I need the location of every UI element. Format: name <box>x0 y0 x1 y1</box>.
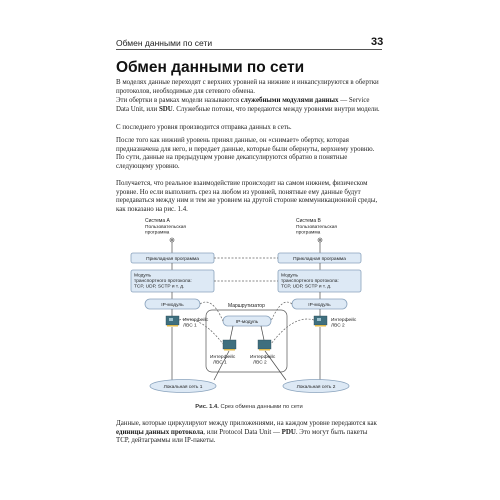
p6-bold-pdu-term: единицы данных протокола <box>116 428 204 436</box>
figure-caption <box>116 404 382 410</box>
system-a-transport-line3: TCP, UDP, SCTP и т. д. <box>134 284 185 290</box>
paragraph-1-text: В моделях данные переходят с верхних уровней на нижние и инкапсулируются в обертки протоколов, необходимые для сетевого обмена. <box>116 79 379 95</box>
router-label: Маршрутизатор <box>228 303 265 309</box>
system-a-ip-module-label: IP-модуль <box>161 302 184 308</box>
system-a-lan-iface-line1: Интерфейс <box>183 318 209 323</box>
p2-bold-sdu-term: служебными модулями данных <box>240 97 339 104</box>
p6-bold-pdu: PDU <box>281 428 296 436</box>
figure-caption-text: Срез обмена данными по сети <box>218 404 303 410</box>
system-a-app-program-label: Прикладная программа <box>146 256 199 262</box>
section-title: Обмен данными по сети <box>116 59 305 76</box>
p6-text-a: Данные, которые циркулируют между приложениями, на каждом уровне передаются как <box>116 420 377 427</box>
system-b-ip-module-label: IP-модуль <box>308 302 331 308</box>
page-number: 33 <box>371 36 384 48</box>
router-lan1-card-icon <box>223 340 236 351</box>
router-iface1-line2: ЛВС 1 <box>213 360 227 366</box>
system-b-user-program-line1: Пользовательская <box>296 225 337 230</box>
p2-text-c: — Service Data Unit, или <box>116 97 370 113</box>
running-header-title: Обмен данными по сети <box>116 38 213 48</box>
system-b-user-program-dot <box>319 239 321 241</box>
router-iface2-line1: Интерфейс <box>250 355 276 360</box>
local-network-1-label: Локальная сеть 1 <box>163 385 203 390</box>
system-b-transport-line1: Модуль <box>281 273 299 279</box>
figure-caption-label: Рис. 1.4. <box>195 404 219 410</box>
system-a-user-program-line1: Пользовательская <box>145 225 186 230</box>
system-a-label: Система А <box>145 218 170 224</box>
paragraph-4-text: После того как нижний уровень принял данные, он «снимает» обертку, которая предназначена для него, и передает данные, которые были обернуты, верхнему уровню. По сути, данные на предыдущем уровне декапсулируются обратно в понятные следующему уровню. <box>116 137 375 170</box>
system-b-lan-iface-line2: ЛВС 2 <box>331 323 345 329</box>
router-lan2-card-icon <box>258 340 271 351</box>
system-b-lan-iface-line1: Интерфейс <box>331 318 357 323</box>
p6-text-c: , или Protocol Data Unit — <box>203 428 282 436</box>
system-b-app-program-label: Прикладная программа <box>293 256 346 262</box>
p2-text-e: . Служебные потоки, что передаются между уровнями внутри модели. <box>172 105 380 113</box>
paragraph-6 <box>116 420 382 446</box>
p2-text-a: Эти обертки в рамках модели называются <box>116 97 241 104</box>
system-a-user-program-dot <box>171 239 173 241</box>
system-b-transport-line2: транспортного протокола: <box>281 279 339 284</box>
system-a-transport-line2: транспортного протокола: <box>134 279 192 284</box>
router-ip-module-label: IP-модуль <box>235 319 259 325</box>
local-network-2-label: Локальная сеть 2 <box>296 385 336 390</box>
system-b-label: Система В <box>296 218 321 224</box>
system-a-lan-iface-line2: ЛВС 1 <box>183 323 197 329</box>
router-iface1-line1: Интерфейс <box>210 355 236 360</box>
p2-bold-sdu: SDU <box>158 105 173 113</box>
paragraph-5-text: Получается, что реальное взаимодействие происходит на самом нижнем, физическом уровне. Но если выполнить срез на любом из уровней, понятные ему данные будут передаваться между ним и тем же уровнем на другой стороне коммуникационной среды, как показано на рис. 1.4. <box>116 180 378 213</box>
router-iface2-line2: ЛВС 2 <box>253 360 267 366</box>
system-b-transport-line3: TCP, UDP, SCTP и т. д. <box>281 284 332 290</box>
system-a-lan-card-icon <box>166 316 179 327</box>
system-b-user-program-line2: программа <box>296 230 321 236</box>
system-a-transport-line1: Модуль <box>134 273 152 279</box>
p6-text-e: . Это могут быть пакеты TCP, дейтаграммы или IP-пакеты. <box>116 428 368 445</box>
system-a-user-program-line2: программа <box>145 230 170 236</box>
system-b-lan-card-icon <box>314 316 327 327</box>
paragraph-3-text: С последнего уровня производится отправка данных в сеть. <box>116 124 292 131</box>
